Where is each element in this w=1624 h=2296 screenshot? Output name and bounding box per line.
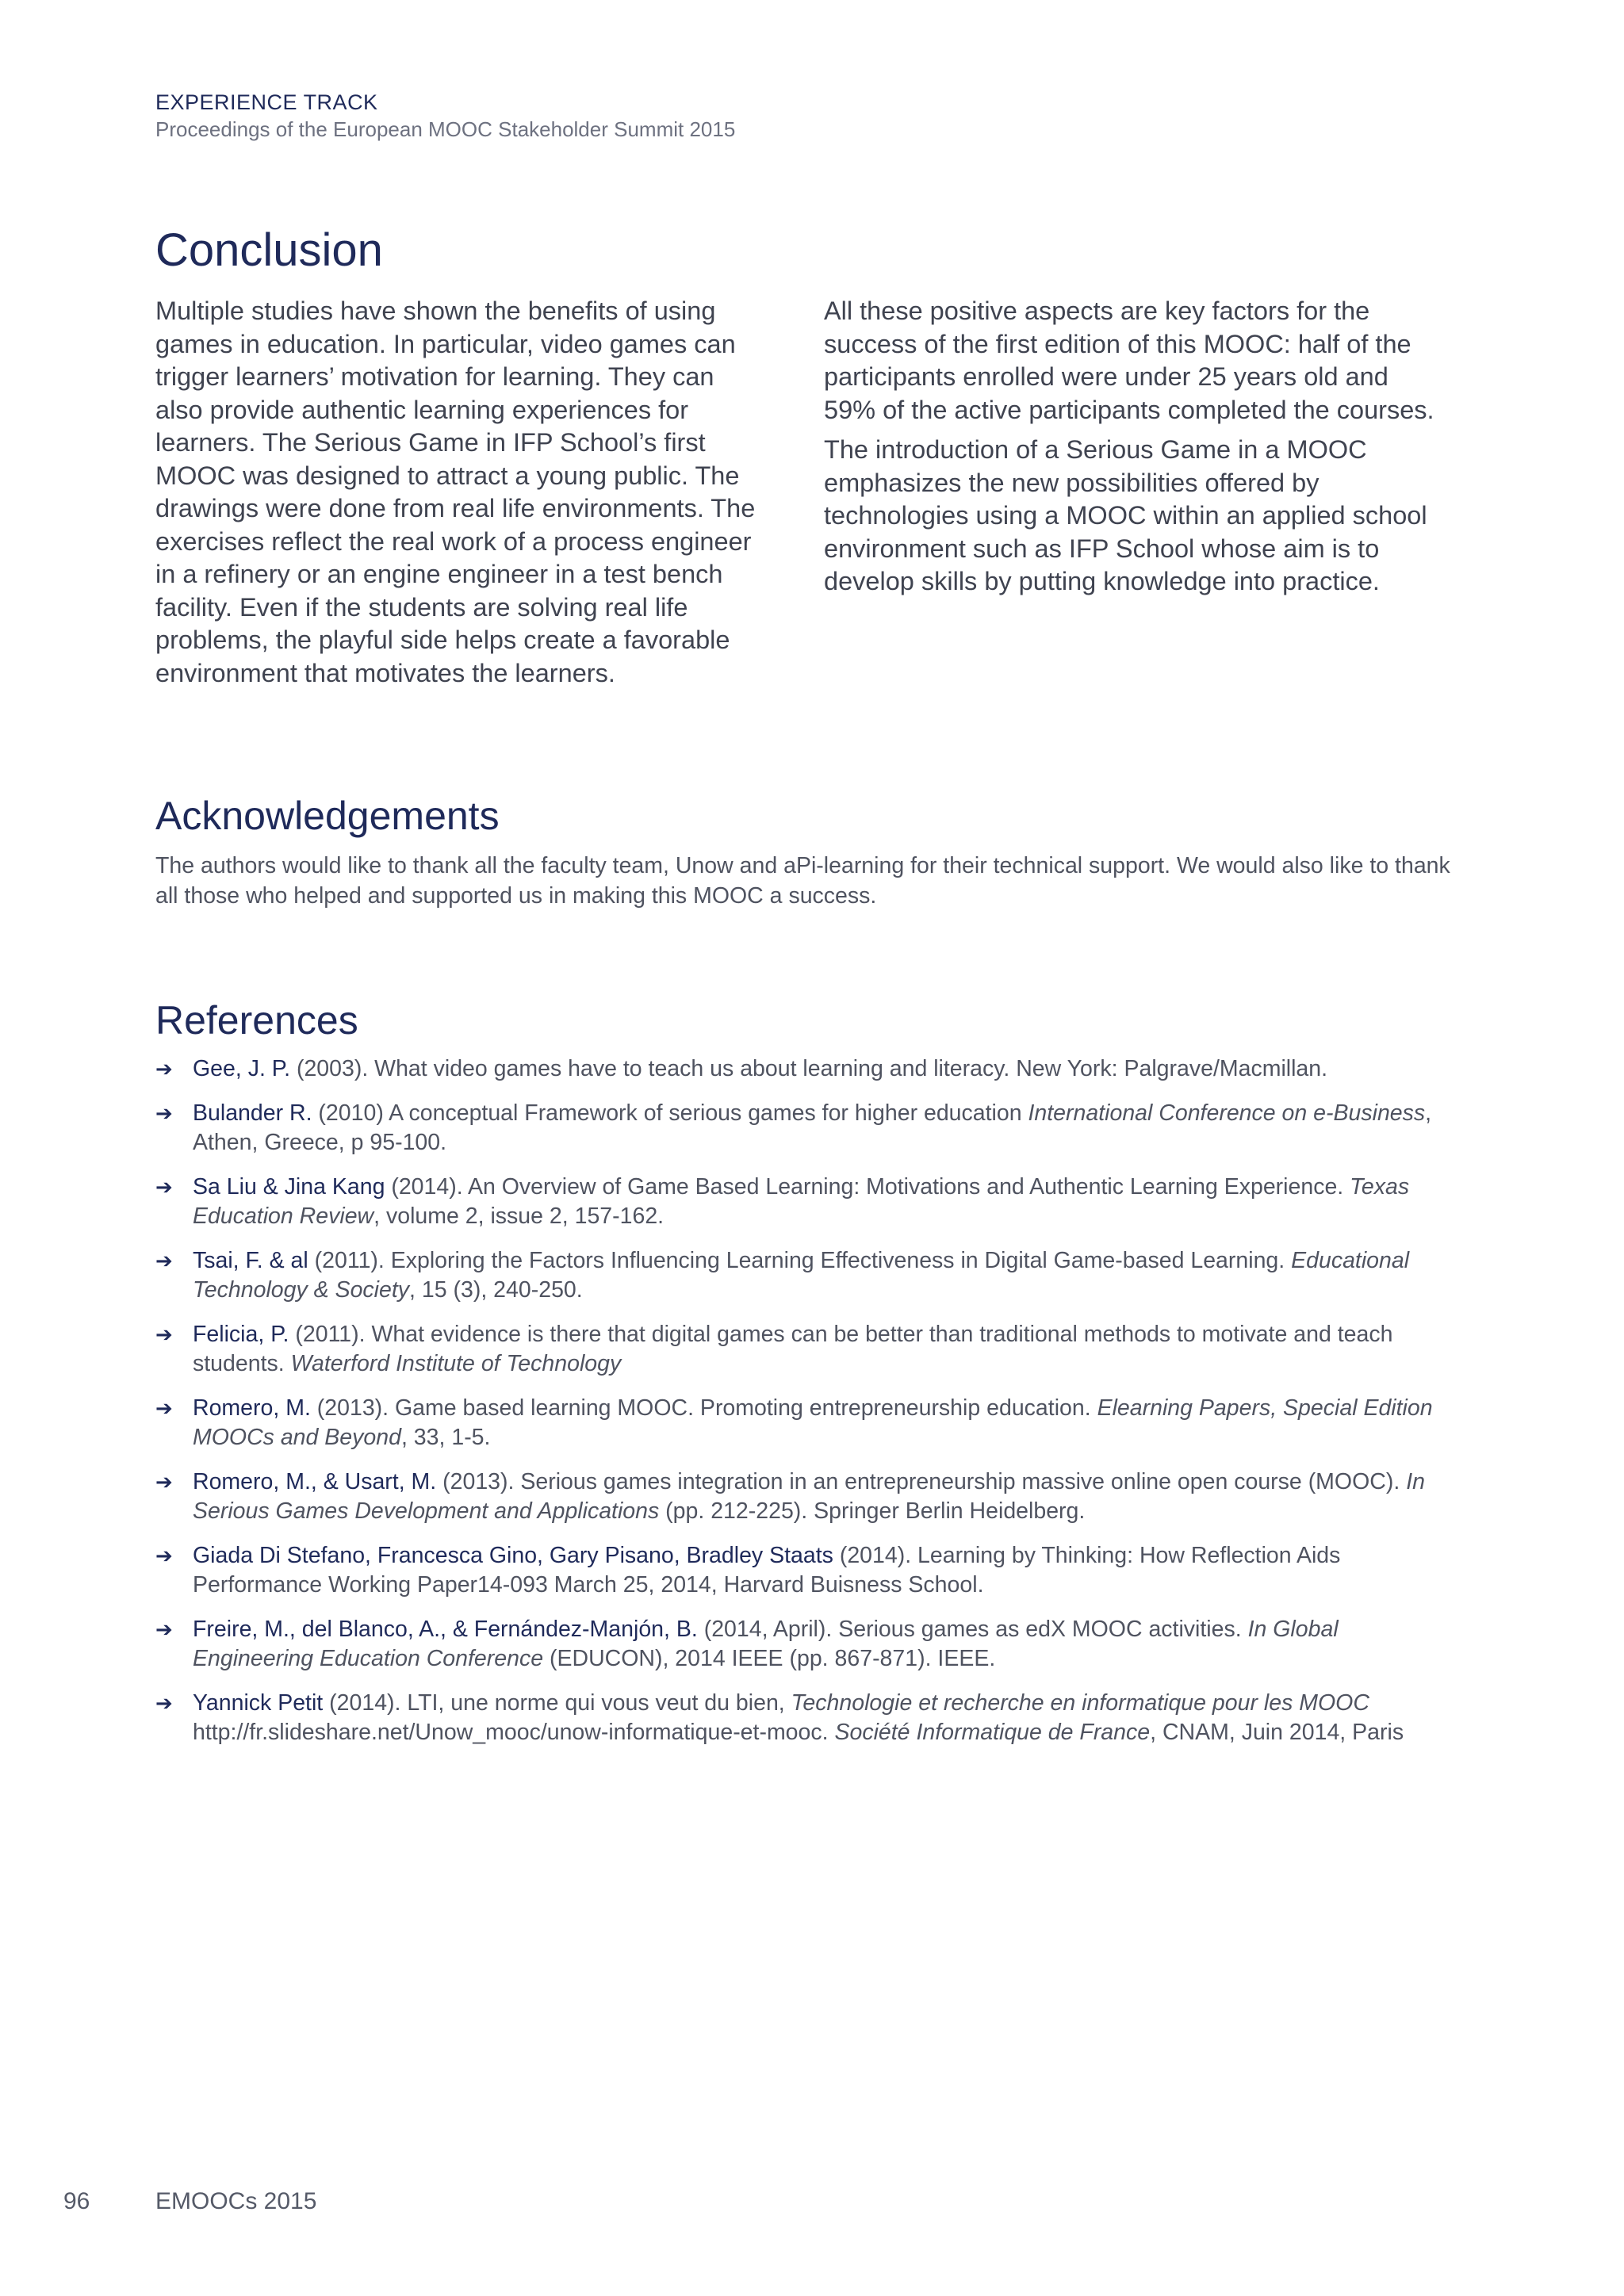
reference-details: , 33, 1-5. [400,1425,491,1450]
reference-source: International Conference on e-Business [1028,1100,1426,1126]
proceedings-label: Proceedings of the European MOOC Stakeholder Summit 2015 [155,117,736,141]
reference-author: Yannick Petit [193,1689,324,1716]
reference-source: Texas Education Review [193,1173,1410,1229]
arrow-right-icon: ➔ [155,1248,173,1272]
reference-item [155,1173,1456,1232]
references-heading: References [155,998,358,1043]
conclusion-right-column [824,295,1442,606]
arrow-right-icon: ➔ [155,1322,173,1346]
reference-item [155,1246,1456,1306]
reference-item [155,1615,1456,1674]
arrow-right-icon: ➔ [155,1617,173,1641]
arrow-right-icon: ➔ [155,1057,173,1081]
reference-text: (2014). An Overview of Game Based Learning: Motivations and Authentic Learning Experience. [385,1173,1350,1200]
reference-source: In Global Engineering Education Conference [193,1616,1339,1671]
reference-text: (2013). Serious games integration in an entrepreneurship massive online open course (MOOC). [436,1468,1407,1494]
page-number: 96 [63,2188,90,2214]
arrow-right-icon: ➔ [155,1469,173,1494]
reference-text: (2011). What evidence is there that digital games can be better than traditional methods to motivate and teach students. [193,1321,1393,1376]
track-label: EXPERIENCE TRACK [155,90,378,114]
conclusion-left-column [155,295,766,697]
reference-item [155,1099,1456,1158]
reference-text: (2014). LTI, une norme qui vous veut du bien, [323,1689,791,1716]
reference-source: Technologie et recherche en informatique pour les MOOC [791,1689,1369,1716]
reference-text: (2010) A conceptual Framework of serious games for higher education [312,1100,1028,1126]
reference-details: , 15 (3), 240-250. [409,1277,583,1303]
reference-author: Romero, M., & Usart, M. [193,1468,437,1494]
reference-url: http://fr.slideshare.net/Unow_mooc/unow-informatique-et-mooc. [193,1720,835,1745]
arrow-right-icon: ➔ [155,1395,173,1420]
reference-text: (2011). Exploring the Factors Influencing Learning Effectiveness in Digital Game-based Learning. [308,1247,1292,1273]
reference-details: , CNAM, Juin 2014, Paris [1150,1720,1404,1745]
reference-author: Sa Liu & Jina Kang [193,1173,385,1200]
reference-author: Romero, M. [193,1395,311,1421]
reference-source: Waterford Institute of Technology [290,1351,622,1376]
reference-item [155,1468,1456,1527]
acknowledgements-text: The authors would like to thank all the faculty team, Unow and aPi-learning for their technical support. We would also like to thank all those who helped and supported us in making this MOOC a success. [155,853,1450,909]
conclusion-paragraph: All these positive aspects are key factors for the success of the first edition of this MOOC: half of the participants enrolled were under 25 years old and 59% of the active participants completed the courses. [824,297,1434,424]
reference-item [155,1689,1456,1748]
reference-details: (pp. 212-225). Springer Berlin Heidelberg. [659,1498,1086,1524]
reference-item [155,1054,1456,1085]
reference-source: Educational Technology & Society [193,1247,1410,1303]
conclusion-heading: Conclusion [155,224,383,276]
reference-details: (EDUCON), 2014 IEEE (pp. 867-871). IEEE. [543,1646,996,1671]
reference-details: , Athen, Greece, p 95-100. [193,1100,1432,1155]
reference-author: Freire, M., del Blanco, A., & Fernández-Manjón, B. [193,1616,698,1642]
reference-text: (2013). Game based learning MOOC. Promoting entrepreneurship education. [310,1395,1097,1421]
reference-author: Bulander R. [193,1100,312,1126]
reference-source: In Serious Games Development and Applications [193,1468,1425,1524]
reference-details: , volume 2, issue 2, 157-162. [373,1203,665,1229]
reference-author: Giada Di Stefano, Francesca Gino, Gary Pisano, Bradley Staats [193,1542,833,1568]
arrow-right-icon: ➔ [155,1690,173,1715]
conclusion-paragraph: The introduction of a Serious Game in a MOOC emphasizes the new possibilities offered by technologies using a MOOC within an applied school environment such as IFP School whose aim is to develop skills by putting knowledge into practice. [824,435,1427,595]
reference-text: (2014, April). Serious games as edX MOOC activities. [697,1616,1248,1642]
conclusion-paragraph: Multiple studies have shown the benefits of using games in education. In particular, video games can trigger learners’ motivation for learning. They can also provide authentic learning experiences for learners. The Serious Game in IFP School’s first MOOC was designed to attract a young public. The drawings were done from real life environments. The exercises reflect the real work of a process engineer in a refinery or an engine engineer in a test bench facility. Even if the students are solving real life problems, the playful side helps create a favorable environment that motivates the learners. [155,297,756,687]
reference-author: Tsai, F. & al [193,1247,308,1273]
reference-item [155,1394,1456,1453]
reference-text: (2014). Learning by Thinking: How Reflection Aids Performance Working Paper14-093 March 25, 2014, Harvard Buisness School. [193,1542,1341,1598]
reference-author: Gee, J. P. [193,1056,291,1081]
reference-author: Felicia, P. [193,1321,289,1347]
acknowledgements-heading: Acknowledgements [155,794,500,838]
reference-list [155,1054,1456,1762]
reference-source: Société Informatique de France [834,1720,1151,1745]
reference-source: Elearning Papers, Special Edition MOOCs and Beyond [193,1395,1433,1450]
reference-item [155,1320,1456,1380]
arrow-right-icon: ➔ [155,1100,173,1125]
footer-title: EMOOCs 2015 [155,2188,317,2214]
arrow-right-icon: ➔ [155,1174,173,1199]
reference-text: (2003). What video games have to teach us about learning and literacy. New York: Palgrave/Macmillan. [290,1056,1328,1081]
reference-item [155,1541,1456,1601]
arrow-right-icon: ➔ [155,1543,173,1567]
